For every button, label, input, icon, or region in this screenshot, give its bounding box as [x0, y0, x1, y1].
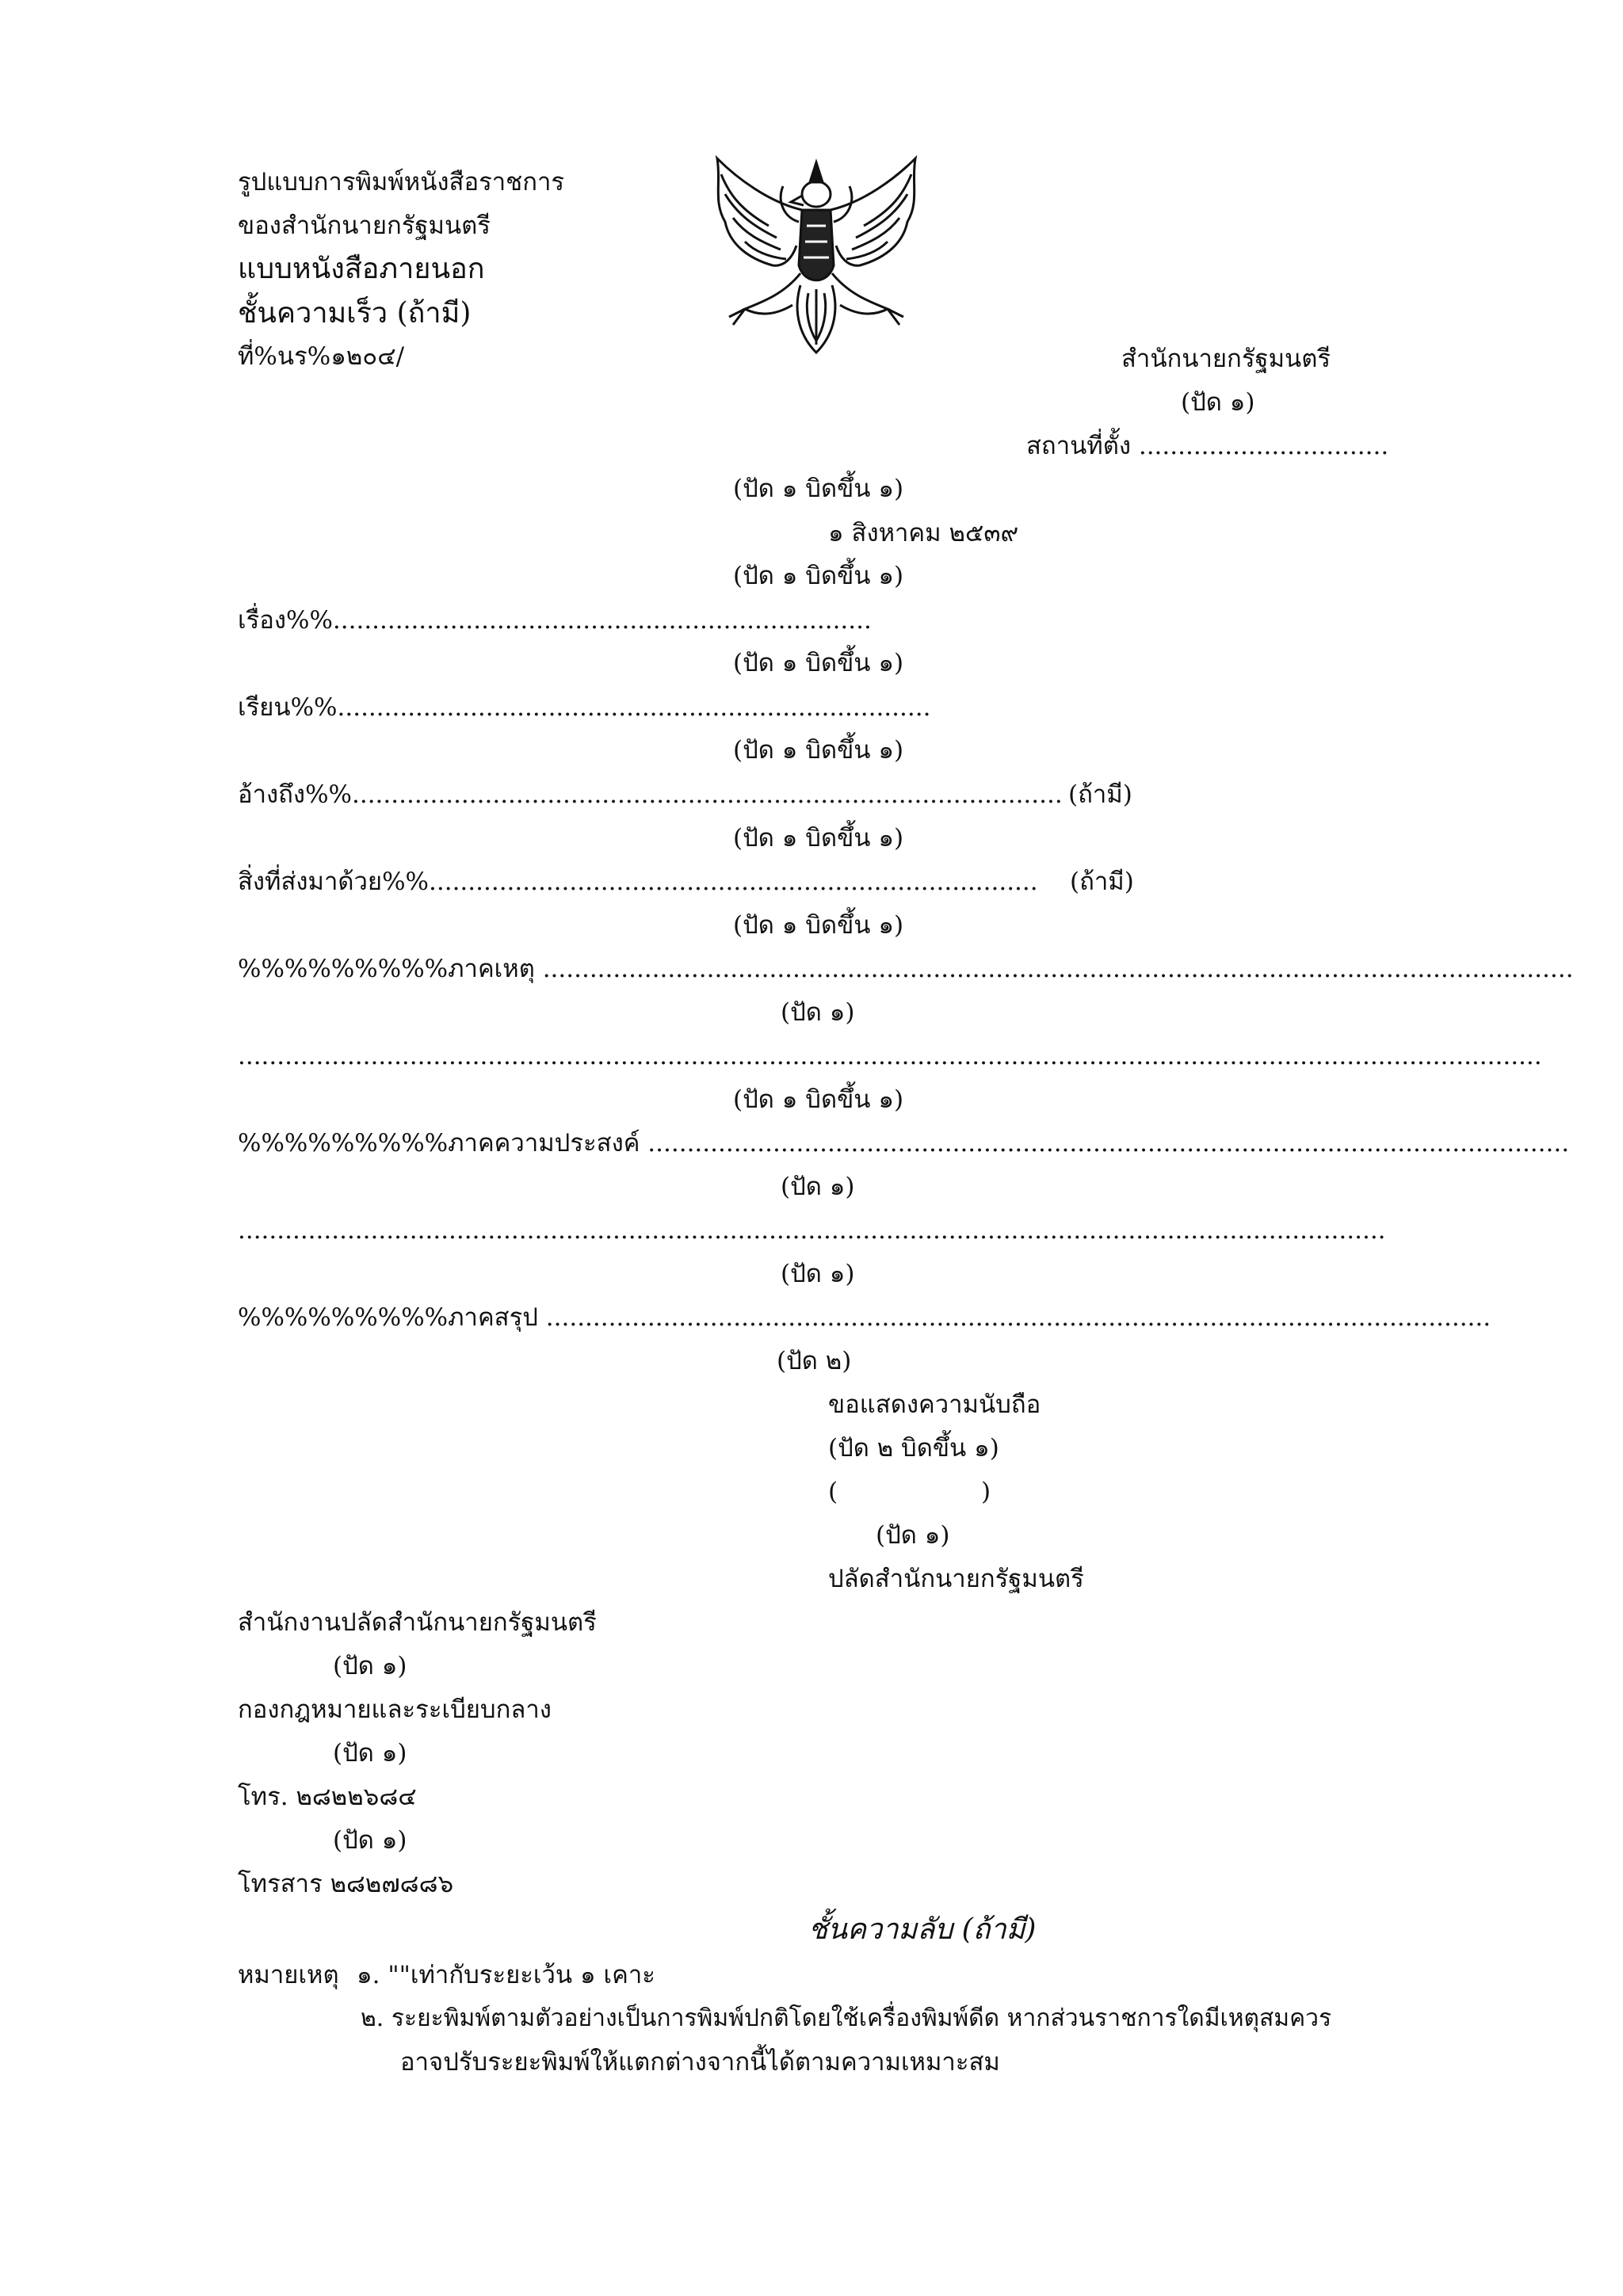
contact-phone: โทร. ๒๘๒๒๖๘๔: [238, 1783, 417, 1811]
header-line-1: รูปแบบการพิมพ์หนังสือราชการ: [238, 168, 565, 196]
enclosure-field: สิ่งที่ส่งมาด้วย%%..............................................................................: [238, 868, 1038, 896]
header-line-3: แบบหนังสือภายนอก: [238, 253, 485, 285]
classification-label: ชั้นความลับ (ถ้ามี): [808, 1913, 1037, 1946]
reference-field: อ้างถึง%%...........................................................................................: [238, 780, 1063, 809]
signature-paren-open: (: [828, 1478, 838, 1506]
note-item-1: ๑. ""เท่ากับระยะเว้น ๑ เคาะ: [357, 1961, 655, 1989]
header-line-2: ของสำนักนายกรัฐมนตรี: [238, 212, 491, 240]
body-conclusion: %%%%%%%%%ภาคสรุป .........................................................................................................................: [238, 1303, 1491, 1332]
body-purpose-continued: ...................................................................................................................................................: [238, 1216, 1386, 1245]
spacing-note: (ปัด ๑): [876, 1521, 950, 1550]
spacing-note: (ปัด ๑): [333, 1826, 407, 1855]
contact-agency: สำนักงานปลัดสำนักนายกรัฐมนตรี: [238, 1608, 597, 1637]
sender-office: สำนักนายกรัฐมนตรี: [1121, 345, 1331, 373]
closing-phrase: ขอแสดงความนับถือ: [828, 1390, 1041, 1419]
note-item-2-continued: อาจปรับระยะพิมพ์ให้แตกต่างจากนี้ได้ตามความเหมาะสม: [400, 2048, 1000, 2077]
spacing-note: (ปัด ๑ บิดขึ้น ๑): [733, 475, 904, 503]
reference-optional-note: (ถ้ามี): [1068, 780, 1132, 809]
spacing-note: (ปัด ๑ บิดขึ้น ๑): [733, 1085, 904, 1114]
letter-date: ๑ สิงหาคม ๒๕๓๙: [828, 519, 1019, 547]
spacing-note: (ปัด ๑): [781, 1173, 855, 1201]
note-item-2: ๒. ระยะพิมพ์ตามตัวอย่างเป็นการพิมพ์ปกติโดยใช้เครื่องพิมพ์ดีด หากส่วนราชการใดมีเหตุสมควร: [361, 2004, 1332, 2032]
spacing-note: (ปัด ๑ บิดขึ้น ๑): [733, 649, 904, 677]
sender-address: สถานที่ตั้ง ................................: [1026, 432, 1389, 460]
spacing-note: (ปัด ๑ บิดขึ้น ๑): [733, 911, 904, 940]
spacing-note: (ปัด ๑ บิดขึ้น ๑): [733, 736, 904, 765]
spacing-note: (ปัด ๑): [333, 1739, 407, 1768]
contact-division: กองกฎหมายและระเบียบกลาง: [238, 1695, 552, 1724]
notes-label: หมายเหตุ: [238, 1961, 339, 1989]
spacing-note: (ปัด ๑): [333, 1652, 407, 1680]
enclosure-optional-note: (ถ้ามี): [1070, 868, 1134, 896]
body-cause: %%%%%%%%%ภาคเหตุ ....................................................................................................................................: [238, 955, 1574, 983]
subject-field: เรื่อง%%.....................................................................: [238, 606, 872, 635]
spacing-note: (ปัด ๑): [781, 998, 855, 1027]
to-field: เรียน%%............................................................................: [238, 693, 931, 722]
signature-paren-close: ): [981, 1478, 991, 1506]
spacing-note: (ปัด ๑): [1181, 388, 1255, 417]
body-cause-continued: .......................................................................................................................................................................: [238, 1042, 1542, 1070]
garuda-emblem-icon: [697, 147, 935, 357]
header-line-4: ชั้นความเร็ว (ถ้ามี): [238, 297, 472, 330]
spacing-note: (ปัด ๑ บิดขึ้น ๑): [733, 824, 904, 852]
body-purpose: %%%%%%%%%ภาคความประสงค์ ......................................................................................................................: [238, 1129, 1570, 1158]
contact-fax: โทรสาร ๒๘๒๗๘๘๖: [238, 1870, 454, 1898]
spacing-note: (ปัด ๒): [777, 1347, 852, 1375]
signer-position: ปลัดสำนักนายกรัฐมนตรี: [828, 1565, 1084, 1593]
reference-number: ที่%นร%๑๒๐๔/: [238, 342, 405, 371]
spacing-note: (ปัด ๒ บิดขึ้น ๑): [828, 1434, 999, 1463]
spacing-note: (ปัด ๑): [781, 1260, 855, 1288]
spacing-note: (ปัด ๑ บิดขึ้น ๑): [733, 562, 904, 590]
